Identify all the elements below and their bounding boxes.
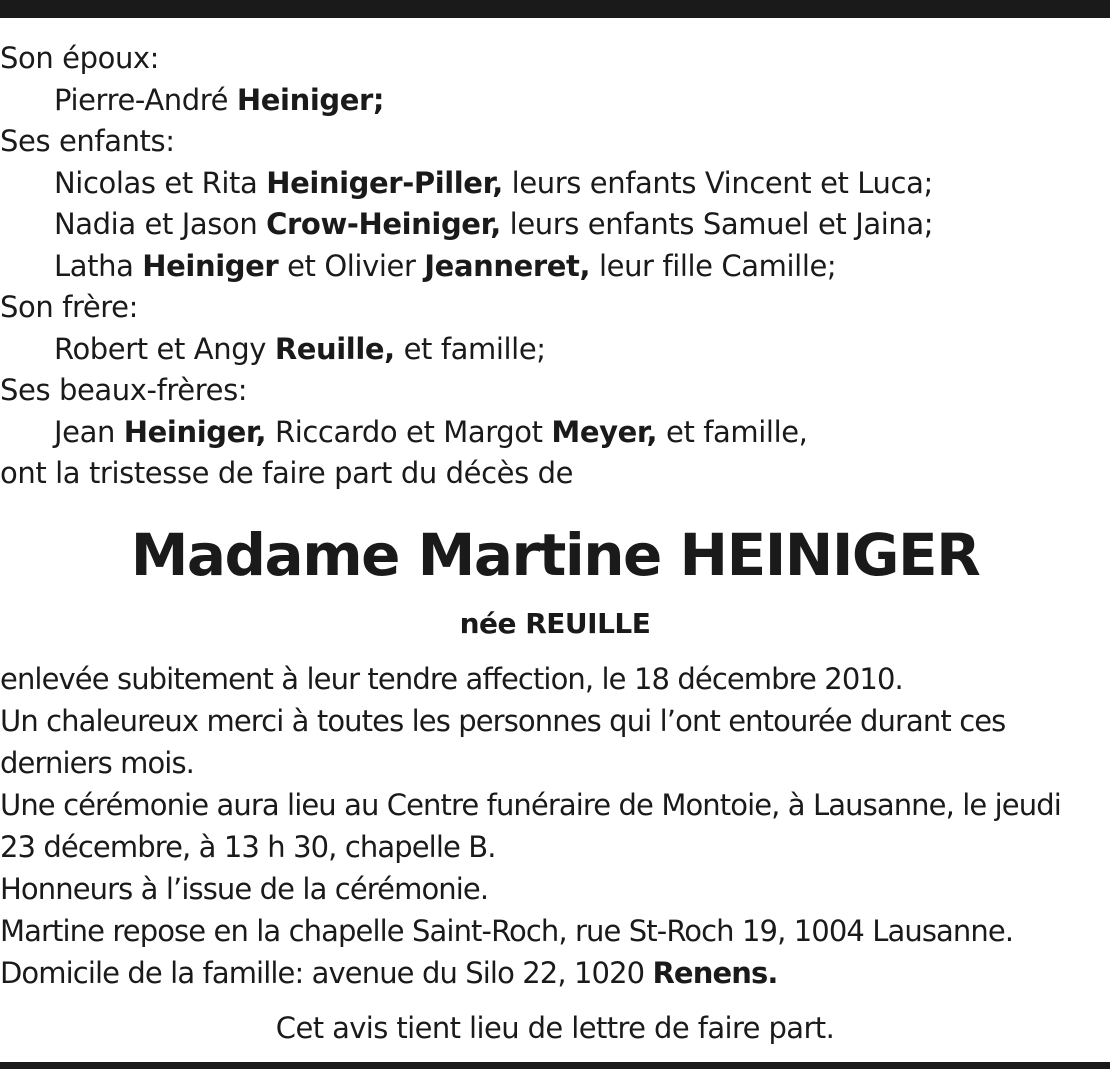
domicile-address: Domicile de la famille: avenue du Silo 22, 1020 <box>0 956 645 990</box>
announcement-details <box>0 658 1110 994</box>
brother-in-law-names: Riccardo et Margot <box>274 414 543 449</box>
brother-names: Robert et Angy <box>54 331 266 366</box>
thanks-line: Un chaleureux merci à toutes les personnes qui l’ont entourée durant ces <box>0 704 1006 738</box>
spouse-first-name: Pierre-André <box>54 82 229 117</box>
children-heading: Ses enfants: <box>0 124 175 158</box>
rest-line: Martine repose en la chapelle Saint-Roch, rue St-Roch 19, 1004 Lausanne. <box>0 914 1014 948</box>
brother-entry <box>0 329 1110 371</box>
announcement-intro: ont la tristesse de faire part du décès de <box>0 456 574 490</box>
spouse-heading: Son époux: <box>0 41 160 75</box>
child-names: Nicolas et Rita <box>54 165 258 200</box>
domicile-line <box>0 952 1110 994</box>
child-entry <box>0 204 1110 246</box>
child-surname: Crow-Heiniger, <box>266 207 501 241</box>
child-entry <box>0 246 1110 288</box>
partner-surname: Jeanneret, <box>424 248 591 283</box>
child-names: Nadia et Jason <box>54 207 258 241</box>
ceremony-line: Une cérémonie aura lieu au Centre funéraire de Montoie, à Lausanne, le jeudi <box>0 788 1061 822</box>
brother-in-law-surname: Meyer, <box>551 414 658 449</box>
brother-surname: Reuille, <box>274 331 395 366</box>
child-surname: Heiniger <box>142 248 279 283</box>
child-surname: Heiniger-Piller, <box>266 165 503 200</box>
domicile-city: Renens. <box>652 956 778 990</box>
child-name: Latha <box>54 248 134 283</box>
death-line: enlevée subitement à leur tendre affection, le 18 décembre 2010. <box>0 662 903 696</box>
brother-suffix: et famille; <box>403 331 546 366</box>
brothers-in-law-entry <box>0 412 1110 454</box>
child-suffix: leurs enfants Vincent et Luca; <box>511 165 933 200</box>
top-border-rule <box>0 0 1110 18</box>
thanks-line-continued: derniers mois. <box>0 746 194 780</box>
brothers-in-law-suffix: et famille, <box>666 414 808 449</box>
brother-heading: Son frère: <box>0 290 138 324</box>
spouse-surname: Heiniger; <box>236 82 385 117</box>
closing-note: Cet avis tient lieu de lettre de faire part. <box>275 1011 835 1045</box>
child-entry <box>0 163 1110 205</box>
honours-line: Honneurs à l’issue de la cérémonie. <box>0 872 489 906</box>
child-suffix: leurs enfants Samuel et Jaina; <box>509 207 934 241</box>
child-partner: et Olivier <box>287 248 416 283</box>
brother-in-law-surname: Heiniger, <box>123 414 267 449</box>
family-list <box>0 38 1110 495</box>
bottom-border-rule <box>0 1062 1110 1069</box>
maiden-name: née REUILLE <box>459 607 651 640</box>
brothers-in-law-heading: Ses beaux-frères: <box>0 373 248 407</box>
spouse-entry <box>0 80 1110 122</box>
deceased-name: Madame Martine HEINIGER <box>130 521 980 589</box>
child-suffix: leur fille Camille; <box>598 248 837 283</box>
brother-in-law-name: Jean <box>54 414 115 449</box>
ceremony-line-continued: 23 décembre, à 13 h 30, chapelle B. <box>0 830 496 864</box>
